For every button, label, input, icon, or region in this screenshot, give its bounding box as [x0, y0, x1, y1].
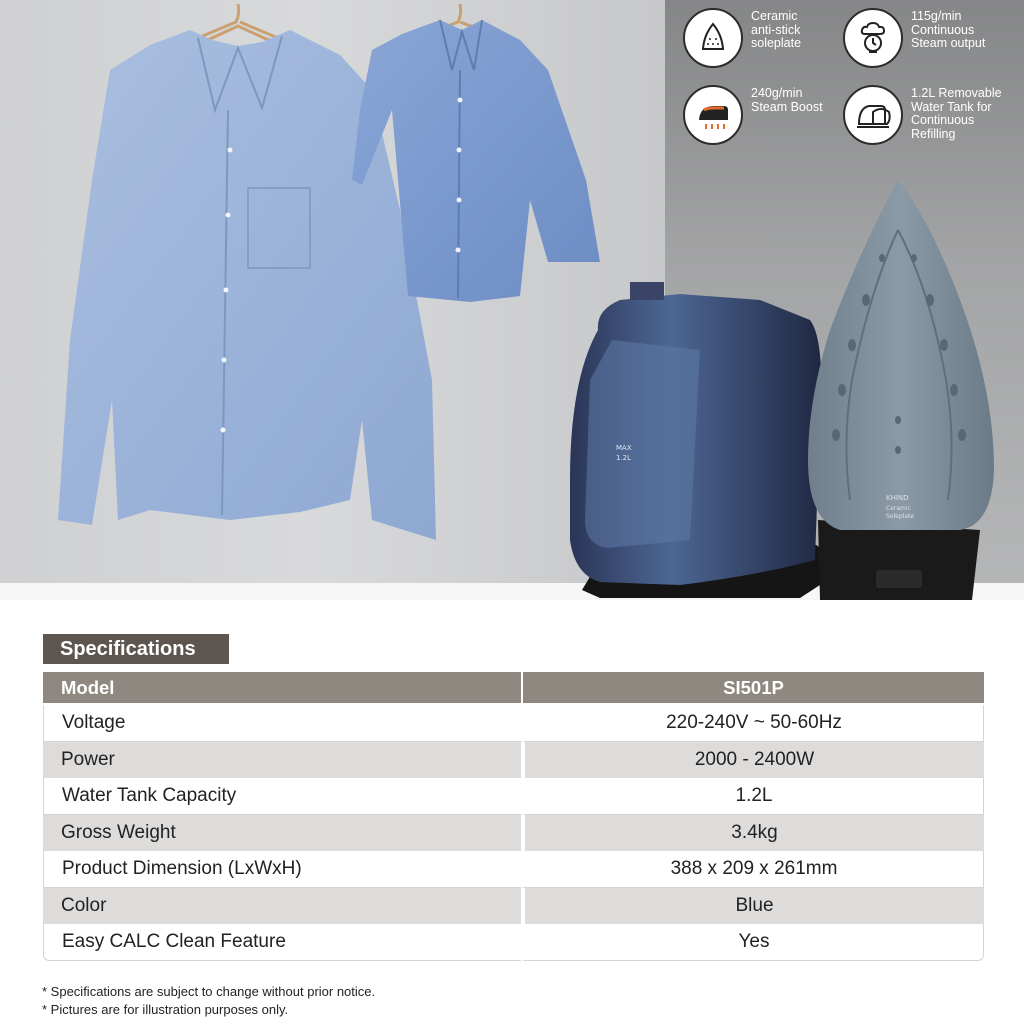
spec-value: 220-240V ~ 50-60Hz — [521, 705, 984, 742]
feature-text: 115g/min Continuous Steam output — [911, 9, 986, 50]
spec-row — [43, 851, 984, 888]
tank-capacity-label: 1.2L — [616, 454, 632, 462]
spec-header-value: SI501P — [521, 672, 984, 703]
spec-row — [43, 705, 984, 742]
spec-value: 1.2L — [521, 778, 984, 815]
feature-continuous-steam — [843, 8, 1023, 68]
spec-value: 3.4kg — [521, 815, 984, 852]
spec-label: Color — [43, 888, 521, 925]
specifications-table — [43, 672, 984, 961]
spec-header-row — [43, 672, 984, 703]
spec-row — [43, 778, 984, 815]
spec-label: Water Tank Capacity — [43, 778, 521, 815]
spec-label: Voltage — [43, 705, 521, 742]
spec-label: Gross Weight — [43, 815, 521, 852]
spec-value: Yes — [521, 924, 984, 961]
spec-row — [43, 815, 984, 852]
soleplate-icon — [683, 8, 743, 68]
spec-value: 2000 - 2400W — [521, 742, 984, 779]
footnotes — [42, 983, 375, 1019]
water-tank-icon — [843, 85, 903, 145]
feature-text: 1.2L Removable Water Tank for Continuous Refilling — [911, 86, 1002, 141]
spec-label: Product Dimension (LxWxH) — [43, 851, 521, 888]
spec-row — [43, 742, 984, 779]
feature-text: Ceramic anti-stick soleplate — [751, 9, 802, 50]
soleplate-label-line2: Soleplate — [886, 513, 915, 520]
specifications-title: Specifications — [43, 634, 229, 664]
feature-steam-boost — [683, 85, 863, 145]
spec-value: 388 x 209 x 261mm — [521, 851, 984, 888]
steam-station-base — [570, 282, 840, 598]
brand-mark: KHIND — [886, 494, 909, 502]
footnote: * Pictures are for illustration purposes only. — [42, 1002, 289, 1017]
hanger-left — [198, 4, 278, 40]
footnote: * Specifications are subject to change without prior notice. — [42, 984, 376, 999]
steam-output-icon — [843, 8, 903, 68]
soleplate-label-line1: Ceramic — [886, 505, 911, 512]
tank-max-label: MAX — [616, 444, 632, 452]
spec-label: Power — [43, 742, 521, 779]
spec-header-label: Model — [43, 672, 521, 703]
feature-water-tank — [843, 85, 1023, 145]
spec-value: Blue — [521, 888, 984, 925]
feature-soleplate — [683, 8, 863, 68]
iron — [808, 180, 994, 600]
spec-row — [43, 888, 984, 925]
steam-boost-icon — [683, 85, 743, 145]
spec-label: Easy CALC Clean Feature — [43, 924, 521, 961]
feature-text: 240g/min Steam Boost — [751, 86, 823, 114]
spec-row — [43, 924, 984, 961]
